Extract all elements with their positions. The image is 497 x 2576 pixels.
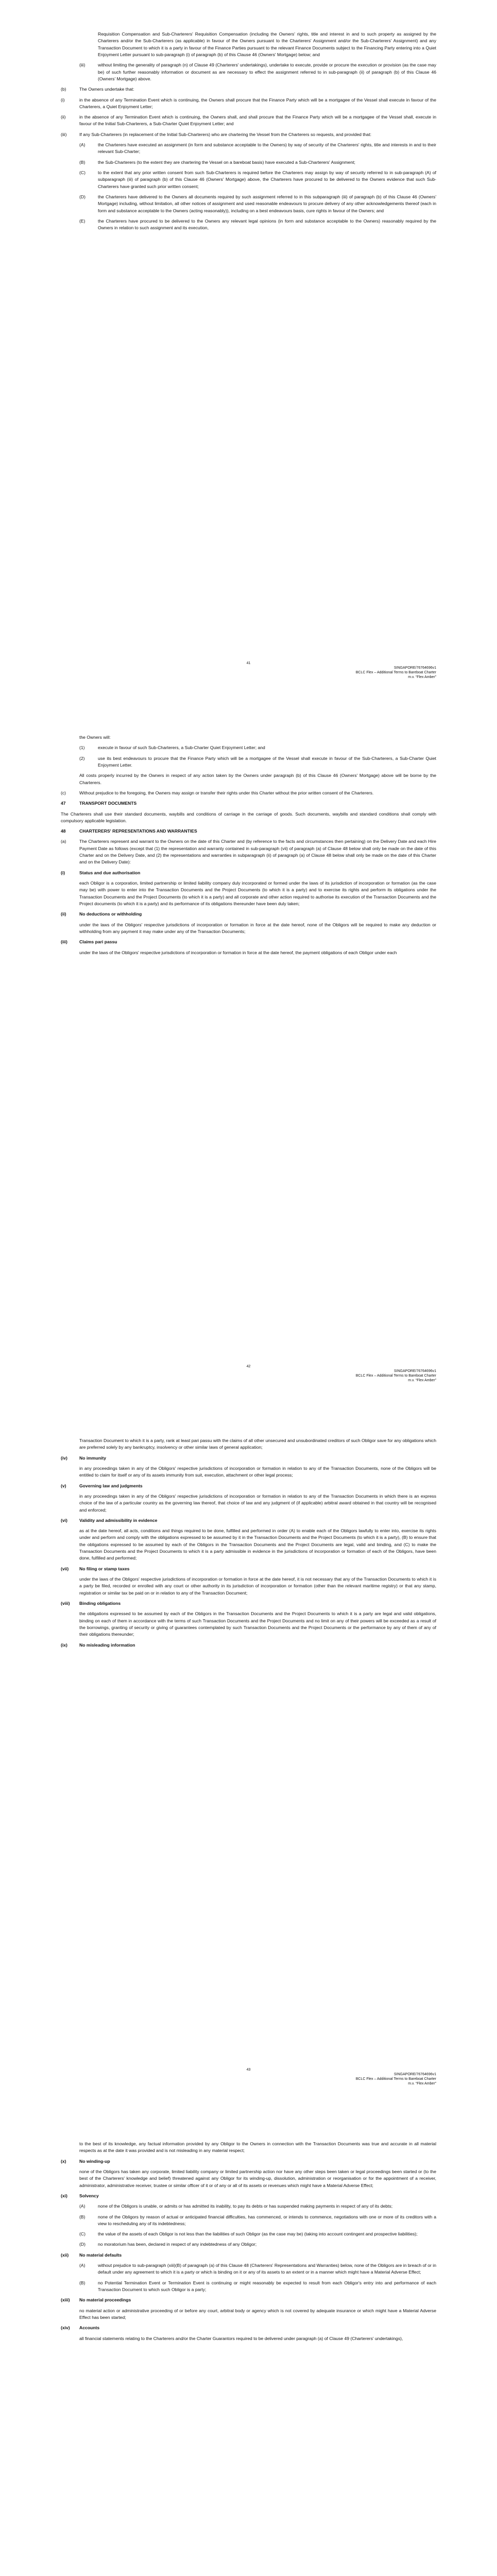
sub-heading bbox=[61, 2252, 436, 2259]
sub-heading bbox=[61, 2325, 436, 2331]
footer-title: BCLC Flex – Additional Terms to Bareboat Charter bbox=[355, 670, 436, 674]
clause-item bbox=[61, 218, 436, 232]
sub-heading bbox=[61, 2297, 436, 2303]
clause-item bbox=[61, 131, 436, 138]
item-label: (iii) bbox=[79, 62, 85, 68]
item-label: (B) bbox=[79, 159, 85, 165]
item-text: The Charterers represent and warrant to the Owners on the date of this Charter and (by reference to the facts and circumstances then pertaining) on the Delivery Date and each Hire Payment Date as follows (except that (1) the representation and warranty contained in sub-paragraph (vii) of paragraph (a) of Clause 48 below shall only be made on the date of this Charter and on the Delivery Date, and (2) the representations and warranties in subparagraph (ii) of paragraph (a) of Clause 48 below shall only be made on the date of this Charter and on the Delivery Date): bbox=[79, 839, 436, 865]
item-label: (v) bbox=[61, 1483, 66, 1488]
paragraph: Transaction Document to which it is a party, rank at least pari passu with the claims of all other unsecured and unsubordinated creditors of such Obligor save for any obligations which are preferred solely by any bankruptcy, insolvency or other similar laws of general application; bbox=[79, 1438, 436, 1450]
footer-title: BCLC Flex – Additional Terms to Bareboat Charter bbox=[355, 1374, 436, 1378]
sub-heading bbox=[61, 939, 436, 945]
item-label: (viii) bbox=[61, 1600, 70, 1606]
page-41 bbox=[0, 0, 497, 703]
item-label: (A) bbox=[79, 142, 85, 148]
clause-item bbox=[61, 2280, 436, 2294]
item-label: (B) bbox=[79, 2280, 85, 2285]
item-text: without limiting the generality of paragraph (n) of Clause 49 (Charterers' undertakings), undertake to execute, provide or procure the execution or provision (as the case may be) of such further reasonably information or document as are necessary to effect the assignment referred to in sub-paragraph (ii) of paragraph (b) of this Clause 46 (Owners' Mortgage) above. bbox=[98, 62, 436, 81]
paragraph: all financial statements relating to the Charterers and/or the Charter Guarantors required to be delivered under paragraph (a) of Clause 49 (Charterers' undertakings), bbox=[79, 2335, 403, 2341]
clause-number: 47 bbox=[61, 801, 66, 806]
sub-heading-title: Claims pari passu bbox=[79, 939, 117, 945]
item-label: (1) bbox=[79, 745, 85, 751]
item-label: (E) bbox=[79, 218, 85, 224]
sub-heading-title: Governing law and judgments bbox=[79, 1483, 143, 1488]
sub-heading bbox=[61, 1600, 436, 1607]
clause-item bbox=[61, 838, 436, 866]
item-label: (i) bbox=[61, 97, 65, 103]
paragraph: under the laws of the Obligors' respective jurisdictions of incorporation or formation in force at the date hereof, the payment obligations of each Obligor under each bbox=[79, 950, 397, 955]
sub-heading-title: No immunity bbox=[79, 1455, 107, 1461]
footer-vessel: m.v. “Flex Amber” bbox=[408, 2081, 436, 2086]
paragraph: each Obligor is a corporation, limited partnership or limited liability company duly incorporated or formed under the laws of its jurisdiction of incorporation or formation (as the case may be) with power to enter into the Transaction Documents and the Project Documents (to which it is a party) and to exercise its rights and perform its obligations under the Transaction Documents and the Project Documents (to which it is a party) and all corporate and other action required to authorise its execution of the Transaction Documents and the Project documents (to which it is a party) and its performance of its obligations thereunder have been duly taken; bbox=[79, 880, 436, 906]
footer-ref: SINGAPORE/76764696v1 bbox=[393, 2072, 436, 2076]
page-44 bbox=[0, 2110, 497, 2576]
item-label: (iv) bbox=[61, 1455, 67, 1461]
item-text: The Owners undertake that: bbox=[79, 87, 134, 92]
footer-vessel: m.v. “Flex Amber” bbox=[408, 675, 436, 679]
sub-heading bbox=[61, 1642, 436, 1649]
item-label: (vi) bbox=[61, 1517, 67, 1523]
footer-vessel: m.v. “Flex Amber” bbox=[408, 1378, 436, 1382]
item-label: (iii) bbox=[61, 131, 67, 137]
sub-heading-title: Binding obligations bbox=[79, 1600, 121, 1606]
clause-heading bbox=[61, 800, 436, 807]
paragraph: the Owners will: bbox=[79, 735, 111, 740]
footer-title: BCLC Flex – Additional Terms to Bareboat Charter bbox=[355, 2077, 436, 2081]
sub-heading-title: Status and due authorisation bbox=[79, 870, 141, 875]
paragraph: The Charterers shall use their standard documents, waybills and conditions of carriage in the carriage of goods. Such documents, waybills and standard conditions shall comply with compulsory applicable legislation. bbox=[61, 811, 436, 823]
clause-item bbox=[61, 97, 436, 111]
paragraph: under the laws of the Obligors' respective jurisdictions of incorporation or formation in force at the date hereof, none of the Obligors will be required to make any deduction or withholding from any payment it may make under any of the Transaction Documents; bbox=[79, 922, 436, 934]
clause-item bbox=[61, 790, 436, 796]
item-text: none of the Obligors is unable, or admits or has admitted its inability, to pay its debts or has suspended making payments in respect of any of its debts; bbox=[98, 2204, 393, 2209]
footer-ref: SINGAPORE/76764696v1 bbox=[393, 1369, 436, 1373]
paragraph: Requisition Compensation and Sub-Charterers' Requisition Compensation (including the Owners' rights, title and interest in and to such property as assigned by the Charterers and/or the Sub-Charterers (as applicable) in favour of the Owners pursuant to the Charterers' Assignment and/or the Sub-Charterers' Assignment) and any Transaction Document to which it is a party in favour of the Finance Parties pursuant to the relevant Finance Documents subject to the Financing Party entering into a Quiet Enjoyment Letter pursuant to sub-paragraph (i) of paragraph (b) of this Clause 46 (Owners' Mortgage) below; and bbox=[98, 31, 436, 57]
clause-item bbox=[61, 755, 436, 769]
paragraph: All costs properly incurred by the Owners in respect of any action taken by the Owners under paragraph (b) of this Clause 46 (Owners' Mortgage) above will be borne by the Charterers. bbox=[79, 773, 436, 785]
item-label: (ix) bbox=[61, 1642, 67, 1648]
item-text: the value of the assets of each Obligor is not less than the liabilities of such Obligor (as the case may be) (taking into account contingent and prospective liabilities); bbox=[98, 2231, 418, 2237]
clause-item bbox=[61, 2203, 436, 2210]
item-label: (xiv) bbox=[61, 2325, 70, 2331]
item-label: (vii) bbox=[61, 1566, 69, 1571]
sub-heading bbox=[61, 1483, 436, 1489]
item-text: to the extent that any prior written consent from such Sub-Charterers is required before the Charterers may assign by way of security referred to in sub-paragraph (A) of subparagraph (iii) of paragraph (b) of this Clause 46 (Owners' Mortgage) above, the Charterers have procured to be delivered to the Owners evidence that such Sub-Charterers have granted such prior written consent; bbox=[98, 170, 436, 189]
sub-heading bbox=[61, 911, 436, 918]
clause-item bbox=[61, 744, 436, 751]
paragraph: the obligations expressed to be assumed by each of the Obligors in the Transaction Documents and the Project Documents to which it is a party are legal and valid obligations, binding on each of them in accordance with the terms of such Transaction Documents and the Project Documents and no limit on any of their powers will be exceeded as a result of the borrowings, granting of security or giving of guarantees contemplated by such Transaction Documents and the Project Documents or the performance by any of them of any of their obligations thereunder; bbox=[79, 1611, 436, 1637]
item-text: the Sub-Charterers (to the extent they are chartering the Vessel on a bareboat basis) have executed a Sub-Charterers' Assignment; bbox=[98, 159, 355, 165]
page-number: 41 bbox=[246, 661, 251, 665]
clause-title: TRANSPORT DOCUMENTS bbox=[79, 801, 137, 806]
sub-heading-title: No filing or stamp taxes bbox=[79, 1566, 130, 1571]
paragraph: no material action or administrative proceeding of or before any court, arbitral body or agency which is not covered by adequate insurance or which might have a Material Adverse Effect has been started; bbox=[79, 2308, 436, 2320]
page-footer bbox=[61, 1364, 436, 1383]
item-label: (A) bbox=[79, 2263, 85, 2268]
clause-number: 48 bbox=[61, 828, 66, 834]
sub-heading bbox=[61, 1455, 436, 1462]
clause-title: CHARTERERS' REPRESENTATIONS AND WARRANTIES bbox=[79, 828, 197, 834]
item-label: (a) bbox=[61, 839, 66, 844]
page-42 bbox=[0, 703, 497, 1406]
sub-heading-title: No winding-up bbox=[79, 2158, 110, 2164]
clause-item bbox=[61, 142, 436, 156]
item-label: (ii) bbox=[61, 911, 66, 917]
clause-item bbox=[61, 2231, 436, 2238]
item-label: (ii) bbox=[61, 114, 66, 120]
item-text: in the absence of any Termination Event which is continuing, the Owners shall, and shall procure that the Finance Party which will be a mortgagee of the Vessel shall, execute in favour of the Initial Sub-Charterers, a Sub-Charter Quiet Enjoyment Letter; and bbox=[79, 114, 436, 127]
clause-item bbox=[61, 2241, 436, 2248]
clause-item bbox=[61, 62, 436, 82]
paragraph: as at the date hereof, all acts, conditions and things required to be done, fulfilled and performed in order (A) to enable each of the Obligors lawfully to enter into, exercise its rights under and perform and comply with the obligations expressed to be assumed by it in the Transaction Documents and the Project Documents (to which it is a party), (B) to ensure that the obligations expressed to be assumed by each of the Obligors in the Transaction Documents and the Project Documents are legal, valid and binding, and (C) to make the Transaction Documents and the Project Documents to which it is a party admissible in evidence in the jurisdictions of incorporation or formation of each of the Obligors, have been done, fulfilled and performed; bbox=[79, 1528, 436, 1561]
item-text: the Charterers have procured to be delivered to the Owners any relevant legal opinions (in form and substance acceptable to the Owners) reasonably required by the Owners in relation to such assignment and its execution, bbox=[98, 218, 436, 231]
item-text: no Potential Termination Event or Termination Event is continuing or might reasonably be expected to result from each Obligor's entry into and performance of each Transaction Document to which such Obligor is a party; bbox=[98, 2280, 436, 2292]
sub-heading bbox=[61, 870, 436, 876]
item-label: (C) bbox=[79, 170, 85, 175]
footer-ref: SINGAPORE/76764696v1 bbox=[393, 666, 436, 670]
sub-heading-title: No material proceedings bbox=[79, 2297, 131, 2303]
item-text: use its best endeavours to procure that the Finance Party which will be a mortgagee of the Vessel shall execute in favour of the Sub-Charterers, a Sub-Charter Quiet Enjoyment Letter. bbox=[98, 755, 436, 768]
item-label: (xi) bbox=[61, 2193, 67, 2198]
item-label: (D) bbox=[79, 194, 85, 199]
item-label: (2) bbox=[79, 755, 85, 761]
item-text: none of the Obligors by reason of actual or anticipated financial difficulties, has commenced, or intends to commence, negotiations with one or more of its creditors with a view to rescheduling any of its indebtedness; bbox=[98, 2214, 436, 2226]
paragraph: none of the Obligors has taken any corporate, limited liability company or limited partnership action nor have any other steps been taken or legal proceedings been started or (to the best of the Charterers' knowledge and belief) threatened against any Obligor for its winding-up, dissolution, administration or reorganisation or for the appointment of a receiver, administrator, administrative receiver, trustee or similar officer of it or of any or all of its assets or revenues which might have a Material Adverse Effect; bbox=[79, 2168, 436, 2188]
item-label: (iii) bbox=[61, 939, 67, 945]
item-text: without prejudice to sub-paragraph (xiii)(B) of paragraph (a) of this Clause 48 (Charterers' Representations and Warranties) below, none of the Obligors are in breach of or in default under any agreement to which it is a party or which is binding on it or any of its assets to an extent or in a manner which might have a Material Adverse Effect; bbox=[98, 2263, 436, 2275]
page-number: 42 bbox=[246, 1364, 251, 1368]
sub-heading bbox=[61, 2193, 436, 2199]
item-label: (A) bbox=[79, 2204, 85, 2209]
item-text: the Charterers have delivered to the Owners all documents required by such assignment referred to in this subparagraph (iii) of paragraph (b) of this Clause 46 (Owners' Mortgage) including, without limitation, all other notices of assignment and used reasonable endeavours to procure delivery of any other acknowledgements thereof (each in form and substance acceptable to the Owners (acting reasonably)), including on a best endeavours basis, cure rights in favour of the Owners; and bbox=[98, 194, 436, 213]
sub-heading-title: Accounts bbox=[79, 2325, 100, 2331]
item-label: (xii) bbox=[61, 2252, 69, 2258]
item-text: Without prejudice to the foregoing, the Owners may assign or transfer their rights under this Charter without the prior written consent of the Charterers. bbox=[79, 790, 374, 795]
item-label: (c) bbox=[61, 790, 66, 795]
item-text: in the absence of any Termination Event which is continuing, the Owners shall procure that the Finance Party which will be a mortgagee of the Vessel shall execute in favour of the Charterers, a Quiet Enjoyment Letter; bbox=[79, 97, 436, 109]
sub-heading-title: Validity and admissibility in evidence bbox=[79, 1517, 158, 1523]
item-label: (xiii) bbox=[61, 2297, 70, 2303]
clause-item bbox=[61, 2214, 436, 2228]
sub-heading bbox=[61, 2158, 436, 2165]
sub-heading-title: No deductions or withholding bbox=[79, 911, 142, 917]
sub-heading bbox=[61, 1517, 436, 1524]
clause-item bbox=[61, 2262, 436, 2276]
page-number: 43 bbox=[246, 2067, 251, 2072]
item-label: (B) bbox=[79, 2214, 85, 2219]
paragraph: in any proceedings taken in any of the Obligors' respective jurisdictions of incorporation or formation in relation to any of the Transaction Documents, none of the Obligors will be entitled to claim for itself or any of its assets immunity from suit, execution, attachment or other legal process; bbox=[79, 1465, 436, 1478]
paragraph: in any proceedings taken in any of the Obligors' respective jurisdictions of incorporation or formation in relation to any of the Transaction Documents in which there is an express choice of the law of a particular country as the governing law thereof, that choice of law and any judgment of (if applicable) arbitral award obtained in that country will be recognised and enforced; bbox=[79, 1493, 436, 1513]
sub-heading-title: No material defaults bbox=[79, 2252, 122, 2258]
clause-heading bbox=[61, 828, 436, 835]
item-label: (b) bbox=[61, 87, 66, 92]
item-label: (D) bbox=[79, 2242, 85, 2247]
item-text: If any Sub-Charterers (in replacement of the Initial Sub-Charterers) who are chartering the Vessel from the Charterers so requests, and provided that: bbox=[79, 131, 371, 137]
page-footer bbox=[61, 2067, 436, 2086]
paragraph: to the best of its knowledge, any factual information provided by any Obligor to the Owners in connection with the Transaction Documents was true and accurate in all material respects as at the date it was provided and is not misleading in any material respect; bbox=[79, 2141, 436, 2154]
page-43 bbox=[0, 1406, 497, 2110]
page-footer bbox=[61, 661, 436, 680]
item-text: the Charterers have executed an assignment (in form and substance acceptable to the Owners) by way of security of the Charterers' rights, title and interests in and to their relevant Sub-Charter; bbox=[98, 142, 436, 155]
sub-heading-title: No misleading information bbox=[79, 1642, 135, 1648]
item-text: execute in favour of such Sub-Charterers, a Sub-Charter Quiet Enjoyment Letter; and bbox=[98, 745, 265, 751]
paragraph: under the laws of the Obligors' respective jurisdictions of incorporation or formation in force at the date hereof, it is not necessary that any of the Transaction Documents to which it is a party be filed, recorded or enrolled with any court or other authority in its jurisdiction of incorporation or formation (other than the relevant maritime registry) or that any stamp, registration or similar tax be paid on or in relation to any of the Transaction Document; bbox=[79, 1577, 436, 1596]
sub-heading-title: Solvency bbox=[79, 2193, 99, 2198]
item-label: (i) bbox=[61, 870, 65, 875]
clause-item bbox=[61, 86, 436, 93]
clause-item bbox=[61, 170, 436, 190]
item-label: (C) bbox=[79, 2231, 85, 2237]
clause-item bbox=[61, 194, 436, 214]
clause-item bbox=[61, 159, 436, 166]
clause-item bbox=[61, 114, 436, 128]
sub-heading bbox=[61, 1566, 436, 1572]
item-label: (x) bbox=[61, 2158, 66, 2164]
item-text: no moratorium has been, declared in respect of any indebtedness of any Obligor; bbox=[98, 2242, 257, 2247]
